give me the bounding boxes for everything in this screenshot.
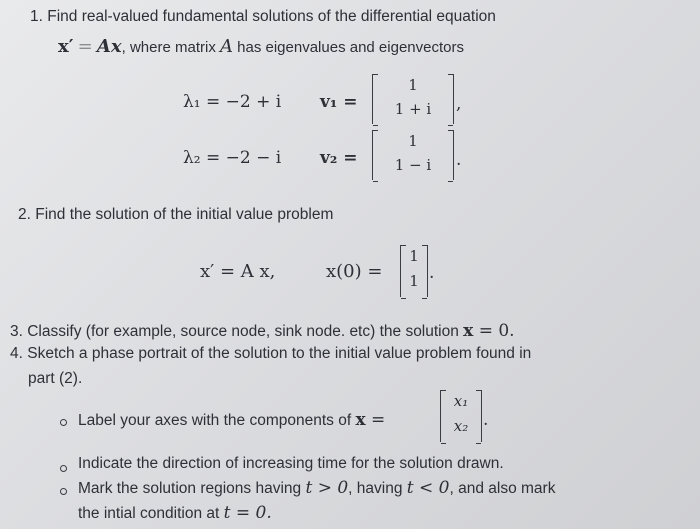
bullet-1-line: [78, 410, 385, 430]
matrix-symbol: A: [219, 36, 233, 57]
lambda-2: λ₂ = −2 − i: [183, 148, 282, 168]
bullet-1-eq: =: [365, 410, 386, 430]
eq-rhs: Ax: [96, 36, 122, 57]
bullet-3-line-2-text: the intial condition at: [78, 505, 224, 522]
problem-1-line-1: 1. Find real-valued fundamental solutions of the differential equation: [30, 8, 496, 25]
bullet-3-c: , and also mark: [449, 480, 556, 497]
bullet-3-line-1: [78, 478, 555, 498]
ic-period: .: [429, 263, 435, 283]
problem-2-text: 2. Find the solution of the initial value problem: [18, 206, 334, 223]
problem-3-text: 3. Classify (for example, source node, sink node. etc) the solution: [10, 323, 464, 340]
ic-vector: [400, 245, 428, 297]
bullet-2-text: Indicate the direction of increasing time for the solution drawn.: [78, 455, 504, 472]
v2-period: .: [456, 150, 462, 170]
bullet-1-text: Label your axes with the components of: [78, 412, 356, 429]
component-x1: x₁: [453, 392, 469, 410]
v2-label: v₂ =: [320, 148, 358, 168]
ivp-ode: x′ = A x,: [200, 261, 276, 282]
ivp-ic: x(0) =: [326, 261, 383, 282]
bullet-2: [60, 465, 67, 472]
component-x2: x₂: [453, 417, 469, 435]
line-2-end: has eigenvalues and eigenvectors: [232, 39, 464, 56]
problem-3-eq: = 0.: [473, 321, 515, 341]
bullet-1-x: x: [355, 410, 366, 430]
v1-top: 1: [408, 76, 418, 94]
v2-vector: [372, 130, 454, 180]
bullet-3: [60, 488, 67, 495]
problem-4-line-2: part (2).: [28, 370, 83, 387]
problem-3-x: x: [463, 321, 474, 341]
v1-vector: [372, 74, 454, 124]
components-vector: [440, 390, 482, 442]
lambda-1: λ₁ = −2 + i: [183, 92, 282, 112]
v1-bottom: 1 + i: [394, 100, 432, 118]
bullet-3-line-2: [78, 503, 272, 523]
bullet-3-t-negative: t < 0: [406, 478, 450, 498]
bullet-1: [60, 419, 67, 426]
v2-top: 1: [408, 132, 418, 150]
v2-bottom: 1 − i: [394, 156, 432, 174]
problem-1-line-2: [58, 36, 464, 57]
problem-3-line: [10, 321, 515, 341]
bullet-3-t-zero: t = 0.: [223, 503, 272, 523]
bullet-3-a: Mark the solution regions having: [78, 480, 306, 497]
v1-label: v₁ =: [320, 92, 358, 112]
bullet-1-period: .: [483, 410, 489, 430]
eq-equals: =: [77, 36, 93, 57]
eq-lhs: x′: [58, 36, 74, 57]
bullet-3-t-positive: t > 0: [305, 478, 349, 498]
ic-bottom: 1: [409, 272, 419, 290]
bullet-3-b: , having: [348, 480, 407, 497]
v1-comma: ,: [456, 94, 462, 114]
problem-4-line-1: 4. Sketch a phase portrait of the solution to the initial value problem found in: [10, 345, 532, 362]
line-2-text: , where matrix: [121, 39, 220, 56]
ic-top: 1: [409, 247, 419, 265]
